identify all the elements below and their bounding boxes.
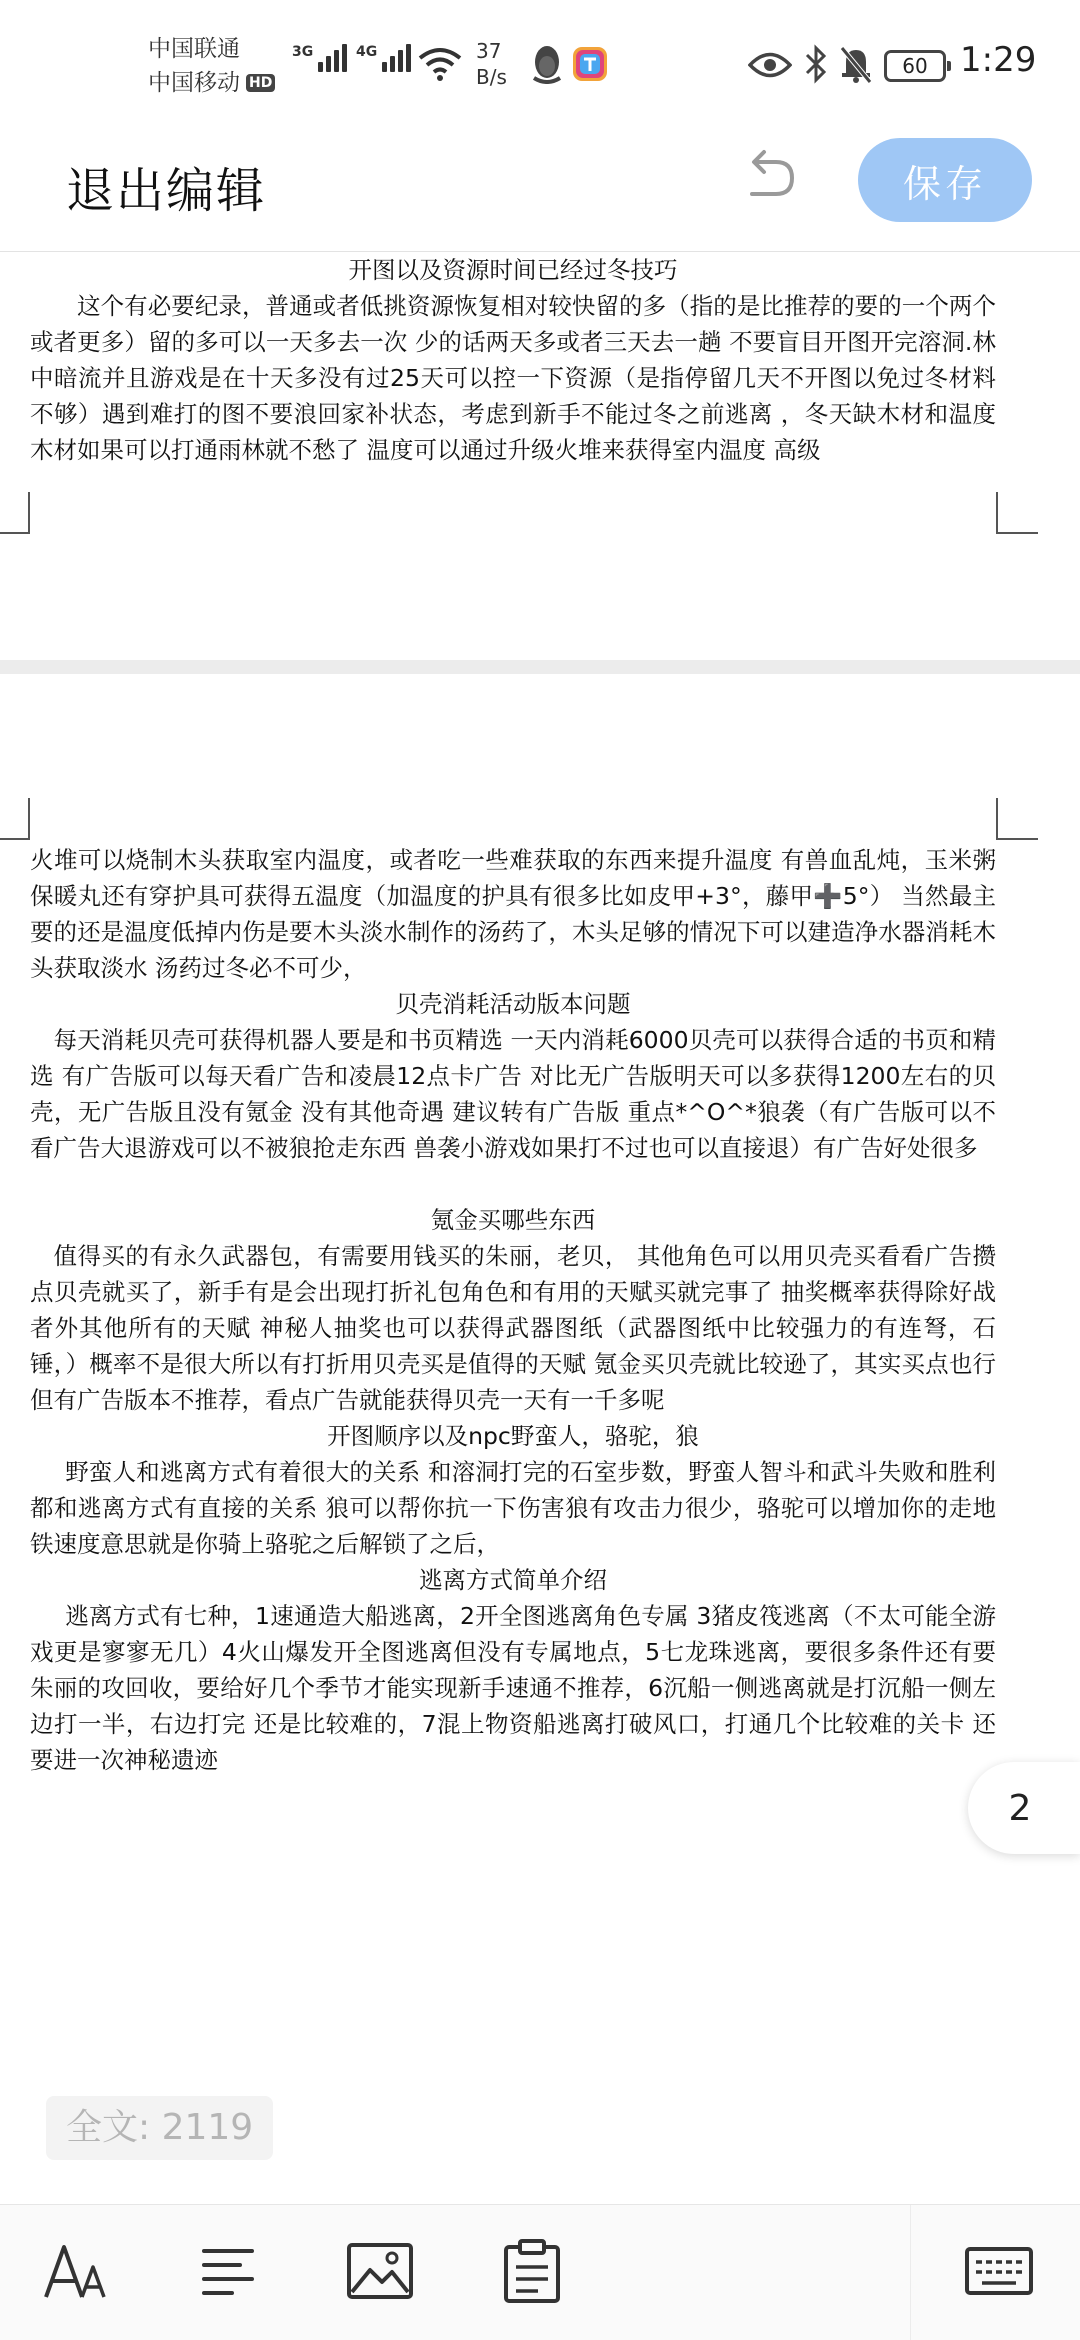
bluetooth-icon xyxy=(804,44,828,84)
insert-image-button[interactable] xyxy=(344,2235,416,2307)
wifi-icon xyxy=(418,46,462,82)
mute-bell-icon xyxy=(838,44,874,84)
keyboard-toggle-area xyxy=(910,2205,1080,2340)
font-size-button[interactable] xyxy=(40,2235,112,2307)
document-page-1[interactable] xyxy=(0,252,1080,660)
section-heading[interactable]: 氪金买哪些东西 xyxy=(430,1206,596,1234)
image-icon xyxy=(346,2242,414,2300)
paragraph-icon xyxy=(200,2245,256,2297)
section-heading[interactable]: 贝壳消耗活动版本问题 xyxy=(395,990,631,1018)
page-number-indicator[interactable]: 2 xyxy=(968,1762,1080,1854)
font-size-icon xyxy=(42,2241,110,2301)
clipboard-icon xyxy=(502,2239,562,2303)
paragraph[interactable]: 野蛮人和逃离方式有着很大的关系 和溶洞打完的石室步数，野蛮人智斗和武斗失败和胜利都和逃离方式有直接的关系 狼可以帮你抗一下伤害狼有攻击力很少，骆驼可以增加你的走地铁速度意思就是你骑上骆驼之后解锁了之后， xyxy=(30,1458,997,1558)
section-heading[interactable]: 开图顺序以及npc野蛮人，骆驼，狼 xyxy=(327,1422,699,1450)
paragraph[interactable]: 逃离方式有七种，1速通造大船逃离，2开全图逃离角色专属 3猪皮筏逃离（不太可能全游戏更是寥寥无几）4火山爆发开全图逃离但没有专属地点，5七龙珠逃离，要很多条件还有要朱丽的攻回收，要给好几个季节才能实现新手速通不推荐，6沉船一侧逃离就是打沉船一侧左边打一半，右边打完 还是比较难的，7混上物资船逃离打破风口，打通几个比较难的关卡 还要进一次神秘遗迹 xyxy=(30,1602,996,1774)
paragraph[interactable]: 每天消耗贝壳可获得机器人要是和书页精选 一天内消耗6000贝壳可以获得合适的书页和精选 有广告版可以每天看广告和凌晨12点卡广告 对比无广告版明天可以多获得1200左右的贝壳，无广告版且没有氪金 没有其他奇遇 建议转有广告版 重点*^O^*狼袭（有广告版可以不看广告大退游戏可以不被狼抢走东西 兽袭小游戏如果打不过也可以直接退）有广告好处很多 xyxy=(30,1026,996,1162)
carrier-1: 中国联通 xyxy=(148,36,240,62)
word-count: 全文: 2119 xyxy=(46,2096,273,2160)
section-heading[interactable]: 逃离方式简单介绍 xyxy=(419,1566,607,1594)
bottom-toolbar xyxy=(0,2204,1080,2340)
document-page-2[interactable] xyxy=(0,674,1080,2204)
status-bar xyxy=(0,0,1080,130)
carrier-info xyxy=(148,32,275,100)
signal-2-type: 4G xyxy=(356,44,378,60)
net-speed xyxy=(476,38,507,90)
eye-icon xyxy=(748,50,792,80)
net-speed-value: 37 xyxy=(476,39,502,63)
paragraph[interactable]: 这个有必要纪录，普通或者低挑资源恢复相对较快留的多（指的是比推荐的要的一个两个或者更多）留的多可以一天多去一次 少的话两天多或者三天去一趟 不要盲目开图开完溶洞.林中暗流并且游戏是在十天多没有过25天可以控一下资源（是指停留几天不开图以免过冬材料不够）遇到难打的图不要浪回家补状态，考虑到新手不能过冬之前逃离 ，冬天缺木材和温度木材如果可以打通雨林就不愁了 温度可以通过升级火堆来获得室内温度 高级 xyxy=(30,292,996,464)
signal-1-type: 3G xyxy=(292,44,314,60)
paragraph[interactable]: 火堆可以烧制木头获取室内温度，或者吃一些难获取的东西来提升温度 有兽血乱炖，玉米粥 保暖丸还有穿护具可获得五温度（加温度的护具有很多比如皮甲+3°，藤甲➕5°） 当然最主要的还是温度低掉内伤是要木头淡水制作的汤药了，木头足够的情况下可以建造净水器消耗木头获取淡水 汤药过冬必不可少， xyxy=(30,846,996,982)
keyboard-toggle-button[interactable] xyxy=(963,2235,1035,2307)
keyboard-icon xyxy=(964,2246,1034,2296)
app-notification-icon xyxy=(572,46,608,82)
net-speed-unit: B/s xyxy=(476,65,507,89)
signal-1-icon xyxy=(292,44,347,72)
section-heading[interactable]: 开图以及资源时间已经过冬技巧 xyxy=(348,256,678,284)
page-corner-mark xyxy=(996,492,1038,534)
signal-2-icon xyxy=(356,44,411,72)
paragraph[interactable]: 值得买的有永久武器包，有需要用钱买的朱丽，老贝， 其他角色可以用贝壳买看看广告攒点贝壳就买了，新手有是会出现打折礼包角色和有用的天赋买就完事了 抽奖概率获得除好战者外其他所有的天赋 神秘人抽奖也可以获得武器图纸（武器图纸中比较强力的有连弩，石锤，）概率不是很大所以有打折用贝壳买是值得的天赋 氪金买贝壳就比较逊了，其实买点也行但有广告版本不推荐，看点广告就能获得贝壳一天有一千多呢 xyxy=(30,1242,996,1414)
page-corner-mark xyxy=(0,798,30,840)
qq-penguin-icon xyxy=(530,44,564,84)
editor-header xyxy=(0,130,1080,252)
page-corner-mark xyxy=(996,798,1038,840)
exit-edit-button[interactable]: 退出编辑 xyxy=(66,163,267,219)
battery-indicator: 60 xyxy=(884,50,946,82)
page-separator xyxy=(0,660,1080,674)
paragraph-format-button[interactable] xyxy=(192,2235,264,2307)
carrier-2: 中国移动 xyxy=(148,70,240,96)
save-button[interactable]: 保存 xyxy=(858,138,1032,222)
clipboard-button[interactable] xyxy=(496,2235,568,2307)
undo-icon[interactable] xyxy=(736,144,802,210)
page-corner-mark xyxy=(0,492,30,534)
hd-badge: HD xyxy=(246,74,275,92)
clock: 1:29 xyxy=(960,40,1037,80)
